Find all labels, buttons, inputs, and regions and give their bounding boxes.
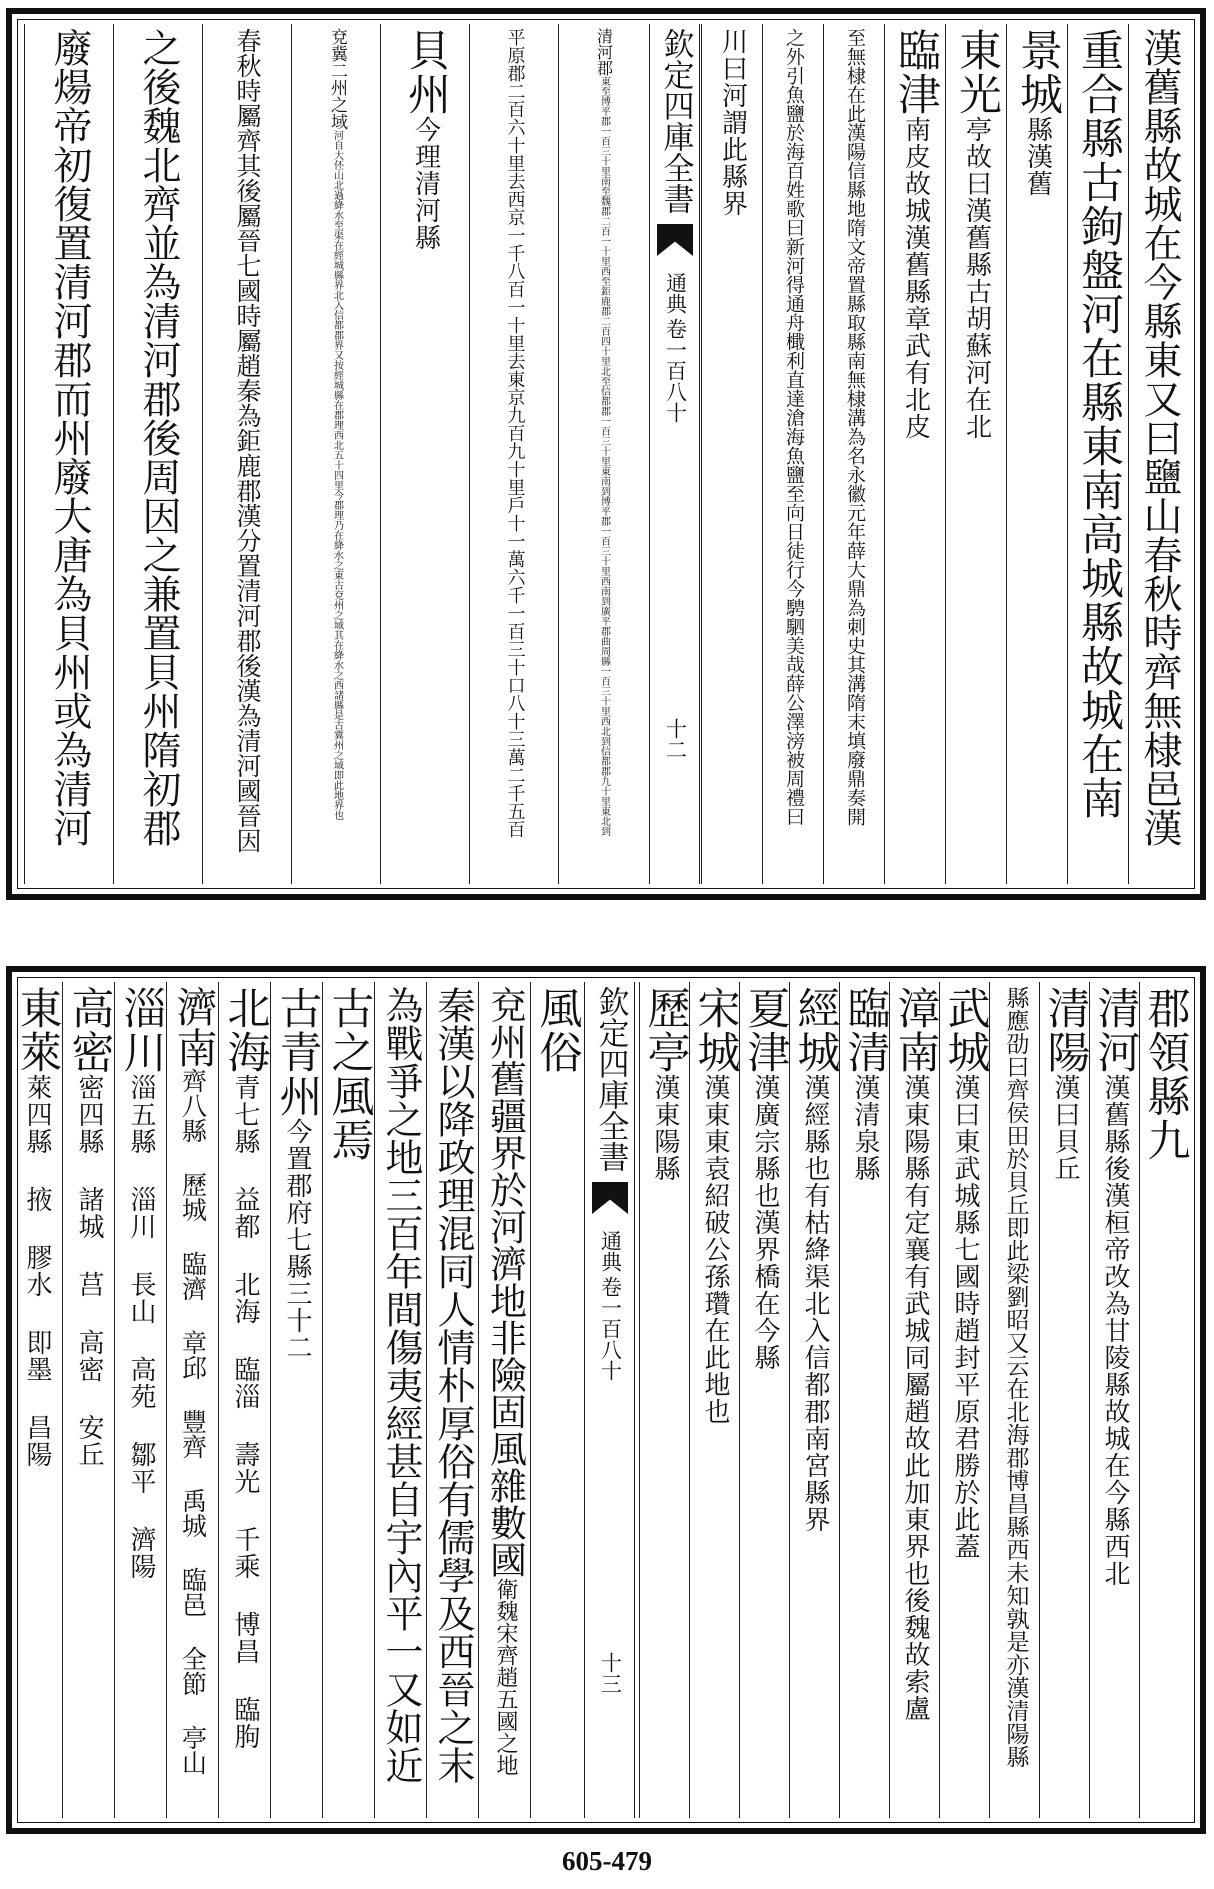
text-column xyxy=(790,986,840,1814)
main-text: 為戰爭之地三百年間傷夷經甚自宇內平一又如近 xyxy=(379,986,423,1784)
text-column xyxy=(114,28,203,880)
main-text: 北海 xyxy=(220,986,271,1074)
text-column xyxy=(690,986,740,1814)
main-text: 重合縣古鉤盤河在縣東南高城縣故城在南 xyxy=(1074,28,1124,820)
annotation-text: 漢清泉縣 xyxy=(850,1074,880,1182)
annotation-text: 齊八縣 歷城 臨濟 章邱 豐齊 禹城 臨邑 全節 亭山 xyxy=(178,1068,208,1775)
text-column xyxy=(11,986,63,1814)
main-text: 兗州舊疆界於河濟地非險固風雜數國 xyxy=(483,986,527,1578)
text-column xyxy=(740,986,790,1814)
annotation-text: 漢東陽縣 xyxy=(650,1074,680,1182)
text-column xyxy=(292,28,381,880)
volume-number: 卷一百八十 xyxy=(663,318,688,423)
main-text: 漢舊縣故城在今縣東又曰鹽山春秋時齊無棣邑漢 xyxy=(1137,28,1182,847)
gutter-border xyxy=(634,982,635,1818)
annotation-text: 東至博平郡一百三十里南至魏郡二百一十里西至鉅鹿郡二百四十里北至信都郡一百三十里東南到博平郡一百三十里西南到廣平郡曲周縣一百三十里西北到信都郡九十里東北到 xyxy=(598,76,610,836)
text-column xyxy=(840,986,890,1814)
annotation-text: 漢東東袁紹破公孫瓚在此地也 xyxy=(700,1074,730,1425)
text-column xyxy=(763,28,824,880)
main-text: 郡領縣九 xyxy=(1140,986,1191,1162)
gutter-border xyxy=(584,982,585,1818)
annotation-text: 河自大伾山北過絳水至渠在經城縣界北入信都郡界又按經城縣在郡理西北五十四里今郡理乃在絳水之東古兗州之域其在絳水之西諸縣是古冀州之域即此地界也 xyxy=(331,130,343,820)
column-rule xyxy=(639,982,640,1818)
text-column xyxy=(323,986,375,1814)
text-column xyxy=(1090,986,1140,1814)
book-title: 欽定四庫全書 xyxy=(657,28,694,214)
text-column xyxy=(940,986,990,1814)
annotation-text: 漢曰貝丘 xyxy=(1050,1074,1080,1182)
annotation-text: 漢廣宗縣也漢界橋在今縣 xyxy=(750,1074,780,1371)
main-text: 濟南 xyxy=(169,986,218,1068)
column-rule xyxy=(701,24,702,884)
leaf-number: 十二 xyxy=(663,718,688,760)
main-text: 東光 xyxy=(952,28,1002,116)
main-text: 廢煬帝初復置清河郡而州廢大唐為貝州或為清河 xyxy=(47,28,92,847)
annotation-text: 今理清河縣 xyxy=(410,116,441,251)
annotation-text: 川曰河謂此縣界 xyxy=(717,28,748,217)
main-text: 漳南 xyxy=(890,986,941,1074)
text-column xyxy=(531,986,583,1814)
annotation-text: 平原郡二百六十里去西京一千八百一十里去東京九百九十里戶十一萬六千一百三十口八十三萬二千五百 xyxy=(504,28,526,838)
main-text: 春秋時屬齊其後屬晉七國時屬趙秦為鉅鹿郡漢分置清河郡後漢為清河國晉因 xyxy=(233,28,262,853)
leaf-number: 十三 xyxy=(598,1652,623,1694)
main-text: 貝州 xyxy=(401,28,451,116)
center-gutter xyxy=(650,28,700,880)
main-text: 經城 xyxy=(790,986,841,1074)
main-text: 歷亭 xyxy=(640,986,691,1074)
text-column xyxy=(702,28,763,880)
annotation-text: 今置郡府七縣三十二 xyxy=(282,1118,312,1361)
text-column xyxy=(640,986,690,1814)
main-text: 秦漢以降政理混同人情朴厚俗有儒學及西晉之末 xyxy=(431,986,475,1784)
annotation-text: 漢經縣也有枯絳渠北入信都郡南宮縣界 xyxy=(800,1074,830,1533)
main-text: 清陽 xyxy=(1040,986,1091,1074)
main-text: 兗冀二州之域 xyxy=(327,28,347,130)
column-rule xyxy=(24,24,25,884)
annotation-text: 密四縣 諸城 莒 高密 安丘 xyxy=(74,1074,104,1468)
text-column xyxy=(479,986,531,1814)
main-text: 東萊 xyxy=(12,986,63,1074)
text-column xyxy=(63,986,115,1814)
main-text: 宋城 xyxy=(690,986,741,1074)
book-title: 欽定四庫全書 xyxy=(592,986,629,1172)
main-text: 淄川 xyxy=(116,986,167,1074)
main-text: 高密 xyxy=(64,986,115,1074)
center-gutter xyxy=(585,986,635,1814)
text-column xyxy=(824,28,885,880)
annotation-text: 南皮故城漢舊縣章武有北皮 xyxy=(900,116,931,440)
book-name: 通典 xyxy=(598,1230,623,1272)
text-column xyxy=(167,986,219,1814)
main-text: 臨清 xyxy=(840,986,891,1074)
text-column xyxy=(1007,28,1068,880)
main-text: 之後魏北齊並為清河郡後周因之兼置貝州隋初郡 xyxy=(136,28,181,847)
annotation-text: 漢東陽縣有定襄有武城同屬趙故此加東界也後魏故索盧 xyxy=(900,1074,930,1722)
text-column xyxy=(885,28,946,880)
annotation-text: 漢曰東武城縣七國時趙封平原君勝於此蓋 xyxy=(950,1074,980,1560)
text-column xyxy=(890,986,940,1814)
annotation-text: 縣應劭曰齊侯田於貝丘即此梁劉昭又云在北海郡博昌縣西未知孰是亦漢清陽縣 xyxy=(1002,986,1029,1768)
annotation-text: 衛魏宋齊趙五國之地 xyxy=(493,1578,518,1776)
page-panel-bottom xyxy=(6,966,1206,1834)
text-column xyxy=(1129,28,1190,880)
main-text: 臨津 xyxy=(891,28,941,116)
text-column xyxy=(427,986,479,1814)
annotation-text: 縣漢舊 xyxy=(1022,116,1053,197)
annotation-text: 萊四縣 掖 膠水 即墨 昌陽 xyxy=(22,1074,52,1468)
text-column xyxy=(271,986,323,1814)
annotation-text: 漢舊縣後漢桓帝改為甘陵縣故城在今縣西北 xyxy=(1100,1074,1130,1587)
column-rule xyxy=(10,982,11,1818)
annotation-text: 淄五縣 淄川 長山 高苑 鄒平 濟陽 xyxy=(126,1074,156,1580)
main-text: 清河郡 xyxy=(594,28,614,76)
main-text: 風俗 xyxy=(532,986,583,1074)
gutter-border xyxy=(649,24,650,884)
main-text: 景城 xyxy=(1013,28,1063,116)
text-column xyxy=(381,28,470,880)
main-text: 清河 xyxy=(1090,986,1141,1074)
text-column xyxy=(375,986,427,1814)
text-column xyxy=(203,28,292,880)
text-column xyxy=(1040,986,1090,1814)
text-column xyxy=(990,986,1040,1814)
text-column xyxy=(25,28,114,880)
annotation-text: 亭故曰漢舊縣古胡蘇河在北 xyxy=(961,116,992,440)
main-text: 夏津 xyxy=(740,986,791,1074)
text-column xyxy=(219,986,271,1814)
main-text: 古之風焉 xyxy=(324,986,375,1162)
annotation-text: 青七縣 益都 北海 臨淄 壽光 千乘 博昌 臨朐 xyxy=(230,1074,260,1750)
book-name: 通典 xyxy=(663,272,688,314)
volume-number: 卷一百八十 xyxy=(598,1276,623,1381)
main-text: 武城 xyxy=(940,986,991,1074)
text-column xyxy=(1068,28,1129,880)
text-column xyxy=(946,28,1007,880)
gutter-border xyxy=(699,24,700,884)
page-panel-top xyxy=(6,8,1206,900)
page-number: 605-479 xyxy=(562,1846,652,1876)
fish-tail-mark-icon xyxy=(657,224,693,256)
annotation-text: 至無棣在此漢陽信縣地隋文帝置縣取縣南無棣溝為名永徽元年薛大鼎為刺史其溝隋末填廢鼎奏開 xyxy=(844,28,866,826)
text-column xyxy=(559,28,648,880)
fish-tail-mark-icon xyxy=(592,1182,628,1214)
text-column xyxy=(1140,986,1190,1814)
annotation-text: 之外引魚鹽於海百姓歌曰新河得通舟檝利直達滄海魚鹽至向日徒行今騁駟美哉薛公澤滂被周禮曰 xyxy=(783,28,805,826)
text-column xyxy=(115,986,167,1814)
text-column xyxy=(470,28,559,880)
main-text: 古青州 xyxy=(272,986,323,1118)
